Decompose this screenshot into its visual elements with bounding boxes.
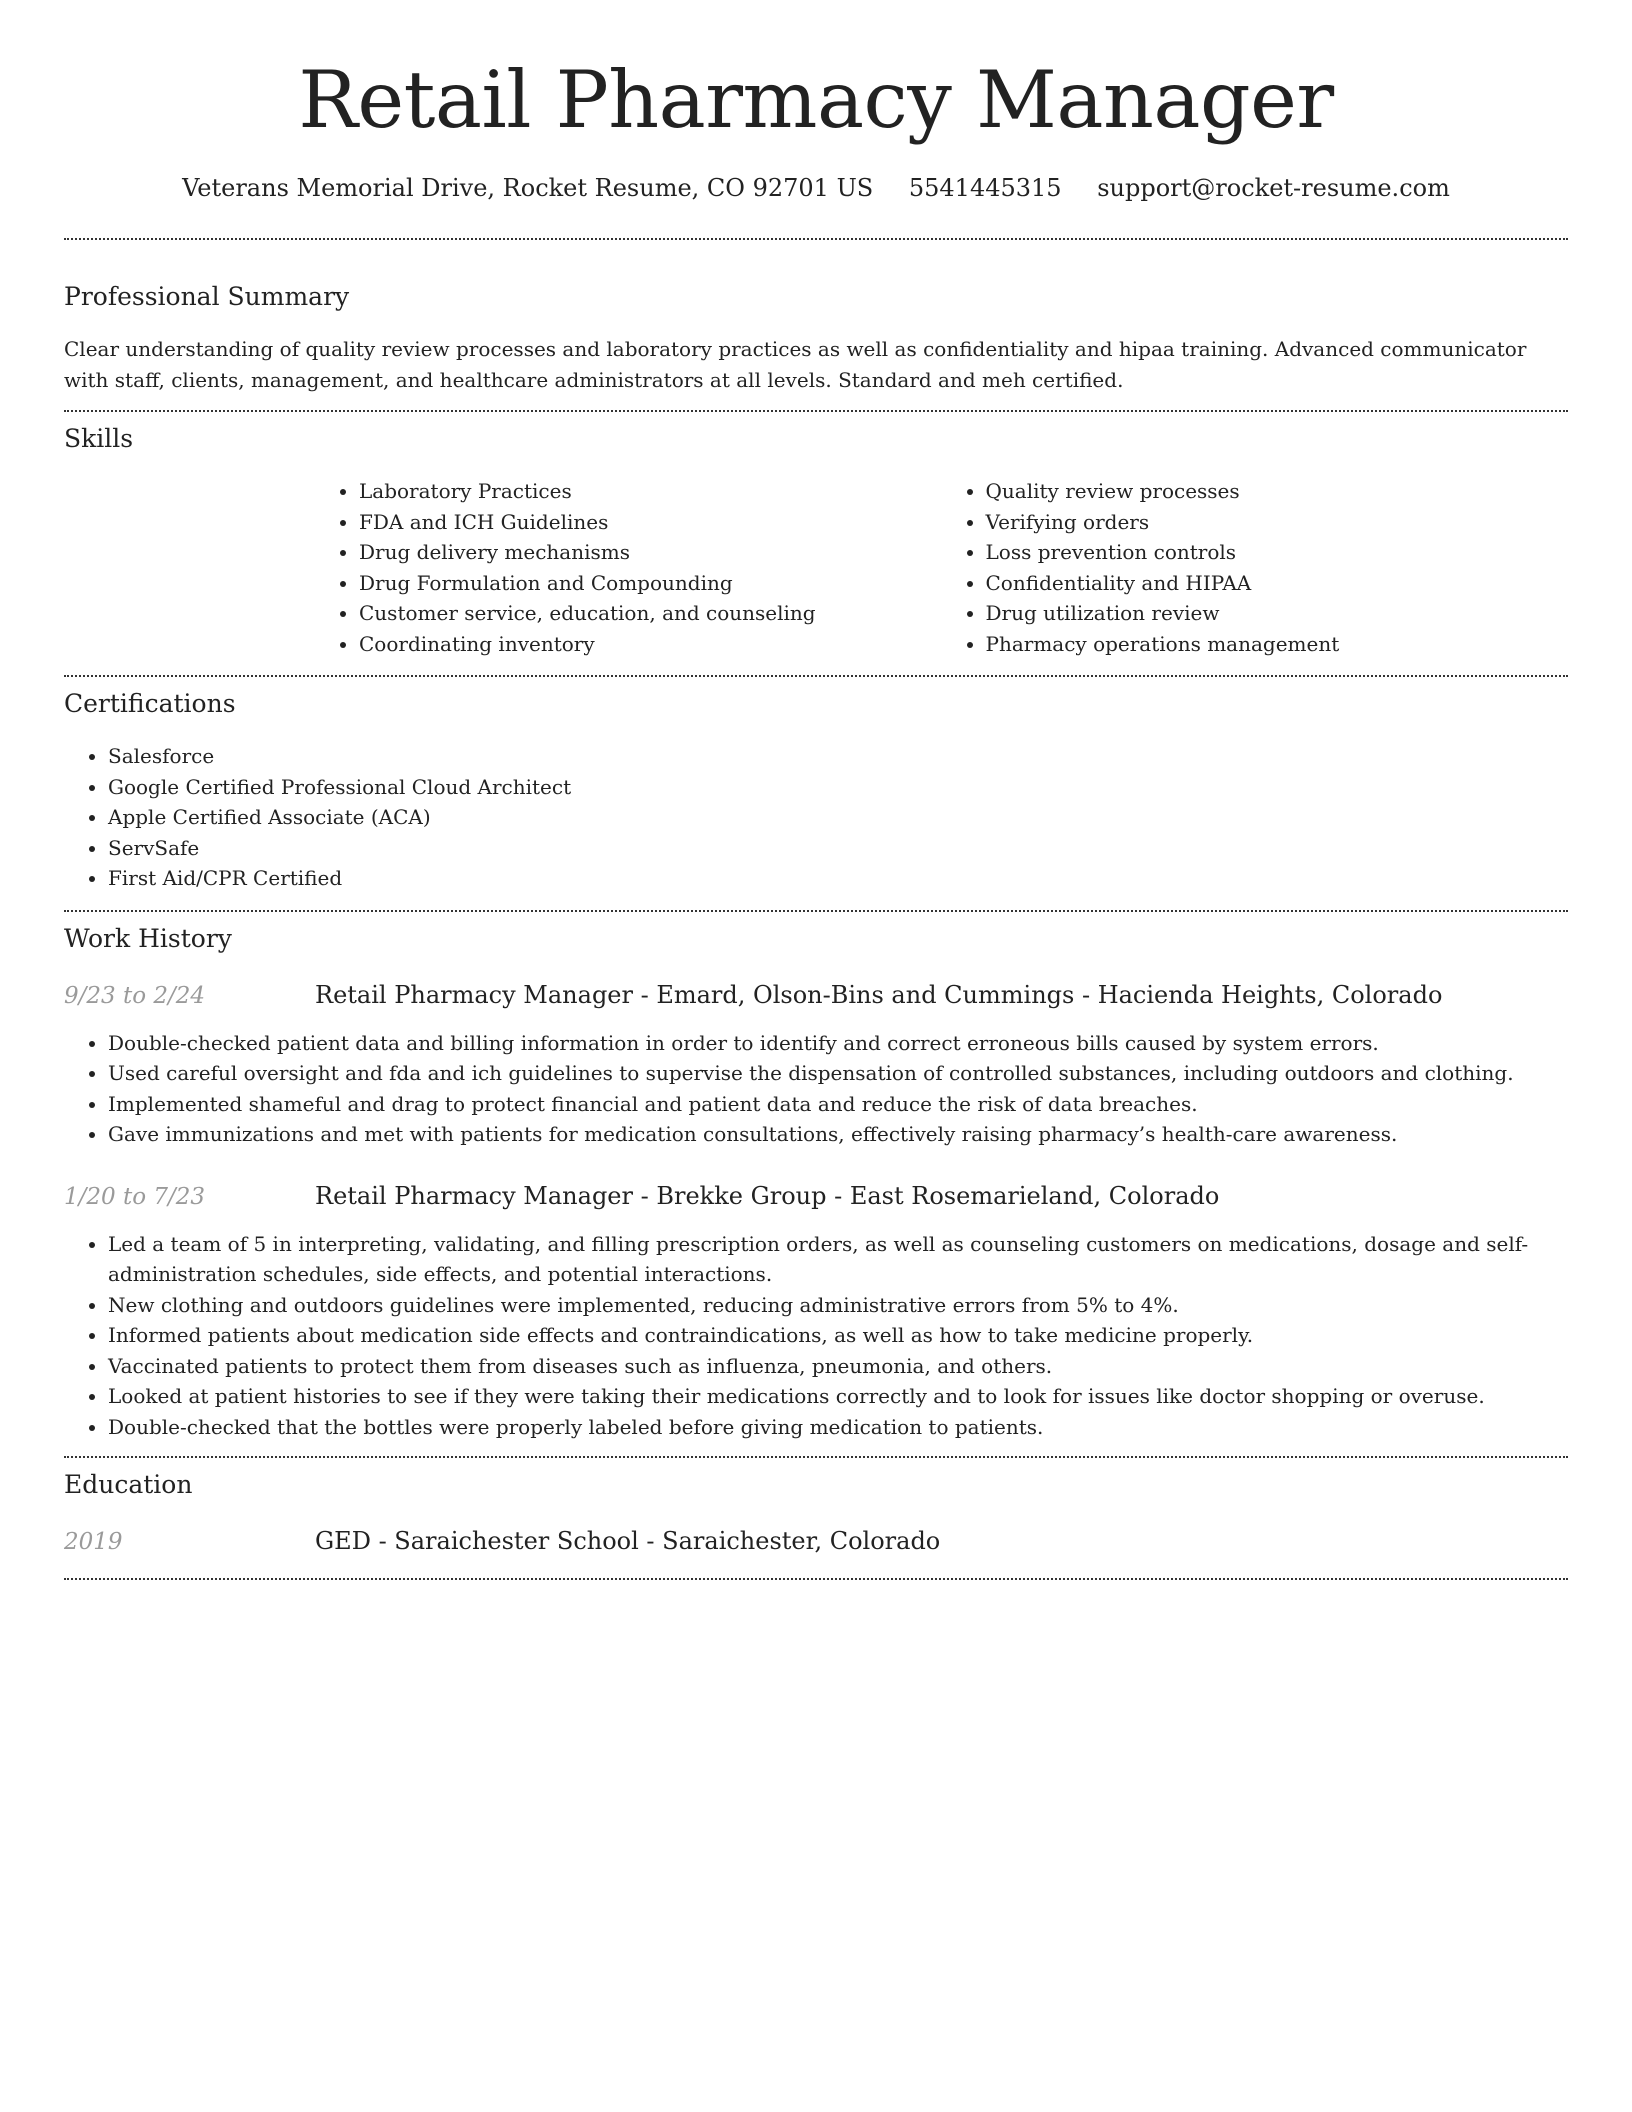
skill-item: • Customer service, education, and counseling — [359, 598, 942, 629]
job-bullet: • Double-checked that the bottles were properly labeled before giving medication to patients. — [108, 1412, 1568, 1443]
job-bullet: • Double-checked patient data and billing information in order to identify and correct erroneous bills caused by system errors. — [108, 1028, 1568, 1059]
summary-section — [64, 281, 1568, 396]
job-bullet: • Vaccinated patients to protect them from diseases such as influenza, pneumonia, and others. — [108, 1351, 1568, 1382]
divider — [64, 1578, 1568, 1580]
section-title-work: Work History — [64, 923, 232, 953]
skill-item: • Coordinating inventory — [359, 629, 942, 660]
work-history-section — [64, 923, 1568, 1443]
education-section — [64, 1469, 1568, 1558]
contact-email: support@rocket-resume.com — [1097, 174, 1450, 202]
divider — [64, 675, 1568, 677]
job-header-row — [64, 979, 1568, 1012]
job-heading: Retail Pharmacy Manager - Brekke Group - East Rosemarieland, Colorado — [315, 1181, 1220, 1210]
job-entry — [64, 979, 1568, 1150]
education-year: 2019 — [64, 1529, 123, 1555]
contact-line — [64, 172, 1568, 204]
job-bullet: • Used careful oversight and fda and ich guidelines to supervise the dispensation of controlled substances, including outdoors and clothing. — [108, 1058, 1568, 1089]
job-bullet: • Informed patients about medication side effects and contraindications, as well as how to take medicine properly. — [108, 1320, 1568, 1351]
job-bullet: • Looked at patient histories to see if they were taking their medications correctly and to look for issues like doctor shopping or overuse. — [108, 1381, 1568, 1412]
job-dates: 1/20 to 7/23 — [64, 1183, 206, 1210]
skill-item: • Loss prevention controls — [986, 537, 1569, 568]
certifications-list — [64, 741, 1568, 894]
education-entry — [64, 1525, 1568, 1558]
job-bullet: • New clothing and outdoors guidelines were implemented, reducing administrative errors from 5% to 4%. — [108, 1290, 1568, 1321]
certifications-section — [64, 688, 1568, 894]
divider — [64, 910, 1568, 912]
job-entry — [64, 1180, 1568, 1443]
skill-item: • Drug delivery mechanisms — [359, 537, 942, 568]
job-heading: Retail Pharmacy Manager - Emard, Olson-Bins and Cummings - Hacienda Heights, Colorado — [315, 980, 1443, 1009]
skill-item: • Quality review processes — [986, 476, 1569, 507]
skill-item: • Verifying orders — [986, 507, 1569, 538]
skill-item: • Drug Formulation and Compounding — [359, 568, 942, 599]
section-title-skills: Skills — [64, 424, 134, 453]
job-dates: 9/23 to 2/24 — [64, 982, 206, 1009]
skill-item: • Confidentiality and HIPAA — [986, 568, 1569, 599]
skills-grid — [315, 476, 1568, 659]
skills-section — [64, 423, 1568, 659]
divider — [64, 1456, 1568, 1458]
skills-list-left — [315, 476, 942, 659]
certification-item: • Google Certified Professional Cloud Architect — [108, 772, 1568, 803]
job-header-row — [64, 1180, 1568, 1213]
divider — [64, 238, 1568, 240]
certification-item: • Salesforce — [108, 741, 1568, 772]
contact-phone: 5541445315 — [908, 174, 1062, 202]
divider — [64, 410, 1568, 412]
contact-address: Veterans Memorial Drive, Rocket Resume, CO 92701 US — [182, 174, 874, 202]
skill-item: • Drug utilization review — [986, 598, 1569, 629]
job-bullets — [64, 1229, 1568, 1443]
certification-item: • Apple Certified Associate (ACA) — [108, 802, 1568, 833]
skill-item: • Laboratory Practices — [359, 476, 942, 507]
job-bullets — [64, 1028, 1568, 1150]
skill-item: • Pharmacy operations management — [986, 629, 1569, 660]
education-heading: GED - Saraichester School - Saraichester, Colorado — [315, 1527, 941, 1555]
section-title-certifications: Certifications — [64, 689, 236, 718]
section-title-education: Education — [64, 1470, 193, 1499]
job-bullet: • Gave immunizations and met with patients for medication consultations, effectively raising pharmacy’s health-care awareness. — [108, 1119, 1568, 1150]
section-title-summary: Professional Summary — [64, 282, 350, 311]
job-bullet: • Implemented shameful and drag to protect financial and patient data and reduce the risk of data breaches. — [108, 1089, 1568, 1120]
job-bullet: • Led a team of 5 in interpreting, validating, and filling prescription orders, as well as counseling customers on medications, dosage and self-administration schedules, side effects, and potential interactions. — [108, 1229, 1568, 1290]
skill-item: • FDA and ICH Guidelines — [359, 507, 942, 538]
certification-item: • ServSafe — [108, 833, 1568, 864]
resume-page — [64, 0, 1568, 1580]
resume-name: Retail Pharmacy Manager — [298, 54, 1334, 146]
skills-list-right — [942, 476, 1569, 659]
summary-text: Clear understanding of quality review processes and laboratory practices as well as confidentiality and hipaa training. Advanced communicator with staff, clients, management, and healthcare administrators at all levels. Standard and meh certified. — [64, 337, 1527, 392]
certification-item: • First Aid/CPR Certified — [108, 863, 1568, 894]
